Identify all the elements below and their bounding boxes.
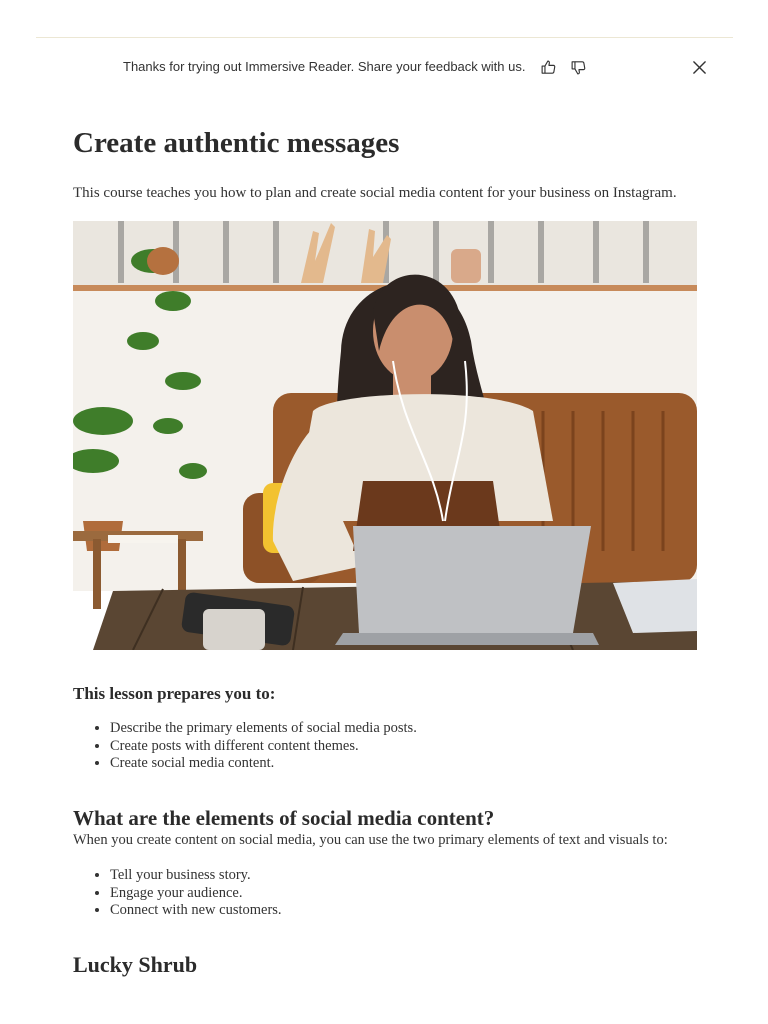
hero-image [73, 221, 697, 650]
elements-heading: What are the elements of social media content? [73, 806, 495, 830]
list-item: • Create social media content. [110, 755, 417, 773]
list-item: • Connect with new customers. [110, 902, 282, 920]
brand-heading: Lucky Shrub [73, 952, 198, 977]
feedback-message: Thanks for trying out Immersive Reader. Share your feedback with us. [123, 59, 526, 74]
list-item: • Tell your business story. [110, 867, 282, 885]
thumbs-up-icon [540, 59, 557, 76]
elements-paragraph: When you create content on social media, you can use the two primary elements of text and visuals to: [73, 832, 668, 848]
page-title: Create authentic messages [73, 127, 400, 159]
thumbs-down-button[interactable] [567, 56, 589, 78]
elements-purpose-list [73, 867, 282, 920]
lesson-objectives-list [73, 720, 417, 773]
thumbs-up-button[interactable] [537, 56, 559, 78]
intro-paragraph: This course teaches you how to plan and create social media content for your business on Instagram. [73, 185, 677, 201]
close-icon [692, 60, 707, 75]
lesson-heading: This lesson prepares you to: [73, 684, 276, 703]
feedback-bar [0, 52, 768, 82]
list-item: • Create posts with different content themes. [110, 738, 417, 756]
thumbs-down-icon [570, 59, 587, 76]
list-item: • Engage your audience. [110, 885, 282, 903]
top-divider [36, 37, 733, 38]
close-button[interactable] [688, 56, 710, 78]
list-item: • Describe the primary elements of social media posts. [110, 720, 417, 738]
